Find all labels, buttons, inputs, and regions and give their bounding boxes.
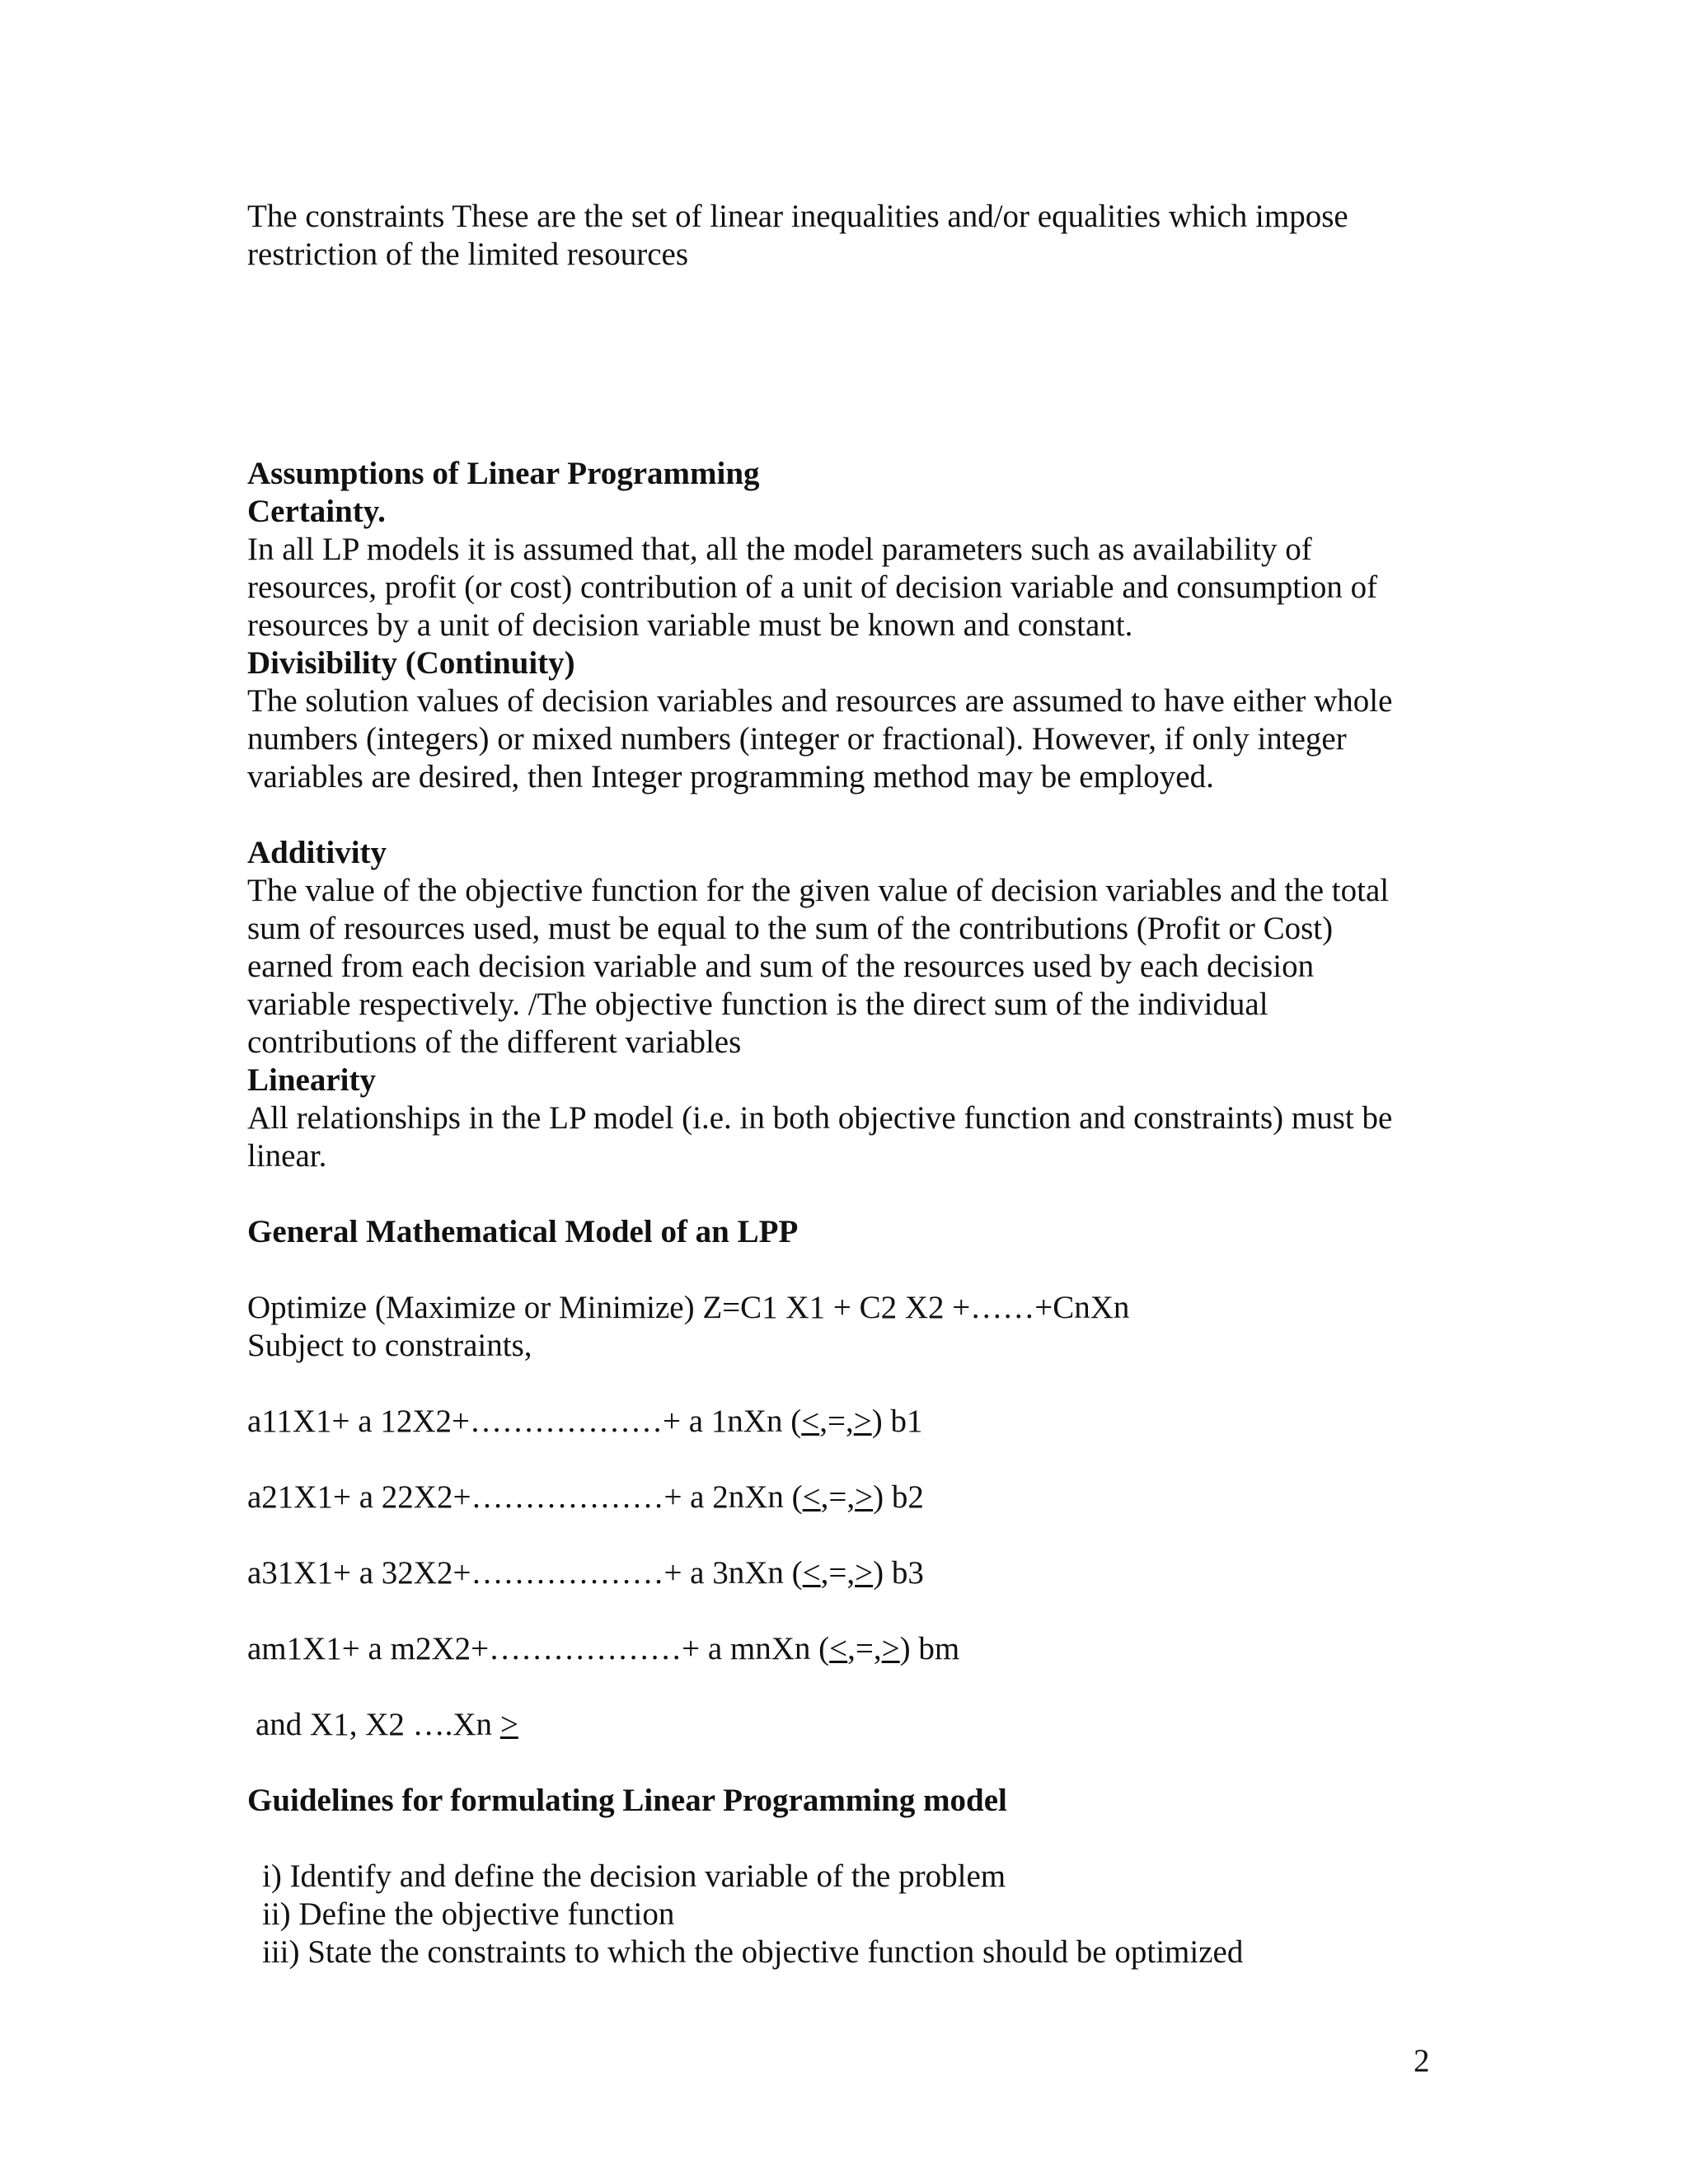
greater-equal-symbol: > <box>855 1555 874 1591</box>
equal-symbol: ,=, <box>847 1631 882 1666</box>
paragraph-line: variable respectively. /The objective function is the direct sum of the individual <box>247 987 1268 1022</box>
spacer <box>247 1820 1459 1858</box>
constraint-lhs: a21X1+ a 22X2+………………+ a 2nXn ( <box>247 1479 803 1515</box>
less-equal-symbol: < <box>802 1555 821 1591</box>
linearity-heading: Linearity <box>247 1062 376 1098</box>
greater-equal-symbol: > <box>499 1707 518 1742</box>
spacer <box>247 1251 1459 1289</box>
spacer <box>247 1175 1459 1213</box>
constraint-equation <box>247 1479 1459 1516</box>
objective-function: Optimize (Maximize or Minimize) Z=C1 X1 + C2 X2 +……+CnXn <box>247 1290 1130 1325</box>
paragraph-line: contributions of the different variables <box>247 1024 742 1060</box>
model-title: General Mathematical Model of an LPP <box>247 1214 799 1249</box>
constraint-rhs: ) bm <box>899 1631 960 1666</box>
spacer <box>247 1516 1459 1554</box>
less-equal-symbol: < <box>802 1479 821 1515</box>
page-number: 2 <box>1414 2043 1430 2079</box>
paragraph-line: In all LP models it is assumed that, all the model parameters such as availability of <box>247 532 1312 567</box>
constraint-rhs: ) b2 <box>873 1479 924 1515</box>
page-content <box>247 198 1459 1971</box>
constraint-lhs: a11X1+ a 12X2+………………+ a 1nXn ( <box>247 1404 802 1439</box>
non-negativity-text: and X1, X2 ….Xn <box>256 1707 500 1742</box>
guideline-item: iii) State the constraints to which the objective function should be optimized <box>262 1934 1244 1970</box>
constraint-rhs: ) b1 <box>871 1404 923 1439</box>
guideline-item: i) Identify and define the decision variable of the problem <box>262 1858 1006 1894</box>
greater-equal-symbol: > <box>881 1631 900 1666</box>
equal-symbol: ,=, <box>820 1479 856 1515</box>
equal-symbol: ,=, <box>819 1404 854 1439</box>
paragraph-line: resources by a unit of decision variable must be known and constant. <box>247 607 1133 643</box>
intro-line: The constraints These are the set of linear inequalities and/or equalities which impose <box>247 199 1348 234</box>
paragraph-line: All relationships in the LP model (i.e. in both objective function and constraints) must be <box>247 1100 1393 1136</box>
spacer <box>247 1668 1459 1706</box>
assumptions-title: Assumptions of Linear Programming <box>247 456 760 491</box>
paragraph-line: The solution values of decision variables and resources are assumed to have either whole <box>247 683 1393 719</box>
certainty-heading: Certainty. <box>247 494 386 529</box>
spacer <box>247 1365 1459 1403</box>
paragraph-line: The value of the objective function for the given value of decision variables and the total <box>247 873 1390 908</box>
non-negativity-constraint <box>247 1706 1459 1744</box>
constraint-equation <box>247 1403 1459 1441</box>
paragraph-line: sum of resources used, must be equal to the sum of the contributions (Profit or Cost) <box>247 911 1334 946</box>
constraint-lhs: a31X1+ a 32X2+………………+ a 3nXn ( <box>247 1555 803 1591</box>
spacer <box>247 1441 1459 1479</box>
constraint-lhs: am1X1+ a m2X2+………………+ a mnXn ( <box>247 1631 830 1666</box>
paragraph-line: resources, profit (or cost) contribution of a unit of decision variable and consumption of <box>247 569 1378 605</box>
constraint-equation <box>247 1630 1459 1668</box>
paragraph-line: numbers (integers) or mixed numbers (integer or fractional). However, if only integer <box>247 721 1347 757</box>
paragraph-line: variables are desired, then Integer programming method may be employed. <box>247 759 1214 794</box>
spacer <box>247 796 1459 834</box>
constraint-rhs: ) b3 <box>873 1555 924 1591</box>
guidelines-title: Guidelines for formulating Linear Programming model <box>247 1783 1007 1818</box>
spacer <box>247 274 1459 455</box>
spacer <box>247 1744 1459 1782</box>
less-equal-symbol: < <box>801 1404 820 1439</box>
paragraph-line: earned from each decision variable and sum of the resources used by each decision <box>247 949 1315 984</box>
intro-line: restriction of the limited resources <box>247 237 688 272</box>
additivity-heading: Additivity <box>247 835 387 870</box>
constraint-equation <box>247 1554 1459 1592</box>
greater-equal-symbol: > <box>853 1404 872 1439</box>
equal-symbol: ,=, <box>820 1555 856 1591</box>
divisibility-heading: Divisibility (Continuity) <box>247 645 575 681</box>
subject-to-line: Subject to constraints, <box>247 1328 532 1363</box>
spacer <box>247 1592 1459 1630</box>
paragraph-line: linear. <box>247 1138 327 1174</box>
guideline-item: ii) Define the objective function <box>262 1896 675 1932</box>
greater-equal-symbol: > <box>855 1479 874 1515</box>
less-equal-symbol: < <box>829 1631 848 1666</box>
